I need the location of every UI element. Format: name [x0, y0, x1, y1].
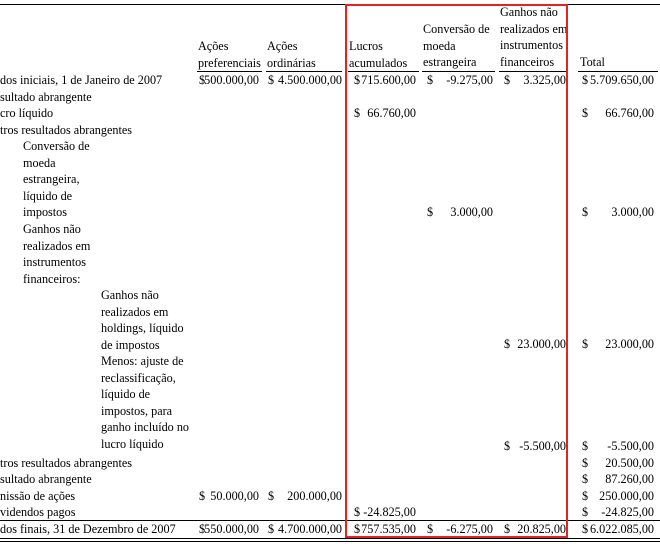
- highlight-box: [345, 4, 568, 538]
- cell-opening-retained: 715.600,00: [361, 73, 416, 87]
- row-label-oci: tros resultados abrangentes: [0, 123, 132, 137]
- fx-label-line2: moeda: [23, 155, 56, 170]
- row-label-unrealized: [23, 221, 90, 287]
- cell-fx-conversion-total: 3.000,00: [611, 205, 654, 219]
- gains-label-line2: realizados em: [101, 304, 169, 319]
- currency-sign: $: [427, 205, 434, 219]
- currency-sign: $: [582, 505, 589, 519]
- currency-sign: $: [199, 73, 206, 87]
- header-common-line1: Ações: [267, 39, 298, 53]
- gains-label-line4: de impostos: [101, 337, 160, 352]
- currency-sign: $: [504, 522, 511, 536]
- row-label-reclassification: [101, 353, 189, 452]
- currency-sign: $: [582, 472, 589, 486]
- currency-sign: $: [582, 439, 589, 453]
- cell-gains-unrealized: 23.000,00: [517, 337, 566, 351]
- reclass-label-line1: Menos: ajuste de: [101, 354, 184, 368]
- header-fx-line3: estrangeira: [423, 55, 477, 69]
- currency-sign: $: [268, 522, 275, 536]
- currency-sign: $: [582, 337, 589, 351]
- currency-sign: $: [354, 522, 361, 536]
- row-label-net-income: cro líquido: [0, 106, 54, 120]
- cell-reclass-unrealized: -5.500,00: [519, 439, 566, 453]
- currency-sign: $: [427, 522, 434, 536]
- unreal-label-line4: financeiros:: [23, 271, 81, 286]
- cell-closing-retained: 757.535,00: [361, 522, 416, 536]
- cell-closing-preferred: 550.000,00: [204, 522, 259, 536]
- header-preferred: [198, 38, 261, 71]
- gains-label-line3: holdings, líquido: [101, 321, 184, 335]
- row-label-oci-total: tros resultados abrangentes: [0, 456, 132, 470]
- unreal-label-line2: realizados em: [23, 238, 91, 253]
- row-label-issuance: nissão de ações: [0, 489, 76, 503]
- currency-sign: $: [354, 106, 361, 120]
- header-preferred-line2: preferenciais: [198, 55, 261, 70]
- header-fx-line2: moeda: [423, 38, 456, 53]
- currency-sign: $: [582, 522, 589, 536]
- currency-sign: $: [354, 73, 361, 87]
- header-preferred-line1: Ações: [198, 39, 229, 53]
- cell-comp-total: 87.260,00: [605, 472, 654, 486]
- header-total: [580, 54, 605, 71]
- currency-sign: $: [582, 456, 589, 470]
- currency-sign: $: [582, 106, 589, 120]
- row-label-opening: dos iniciais, 1 de Janeiro de 2007: [0, 73, 163, 87]
- currency-sign: $: [268, 73, 275, 87]
- cell-dividends-retained: -24.825,00: [363, 505, 416, 519]
- cell-fx-conversion-fx: 3.000,00: [450, 205, 493, 219]
- fx-label-line5: impostos: [23, 205, 68, 219]
- currency-sign: $: [268, 489, 275, 503]
- reclass-label-line3: líquido de: [101, 387, 151, 401]
- row-label-fx-conversion: [23, 138, 90, 221]
- header-unrealized-line4: financeiros: [500, 54, 555, 69]
- header-retained-line1: Lucros: [349, 39, 383, 53]
- cell-net-income-retained: 66.760,00: [367, 106, 416, 120]
- cell-closing-total: 6.022.085,00: [590, 522, 654, 536]
- row-label-closing: dos finais, 31 de Dezembro de 2007: [0, 522, 176, 536]
- row-label-gains: [101, 287, 184, 353]
- header-total-line1: Total: [580, 55, 605, 69]
- cell-opening-unrealized: 3.325,00: [523, 73, 566, 87]
- header-fx-line1: Conversão de: [423, 22, 490, 36]
- cell-oci-total: 20.500,00: [605, 456, 654, 470]
- currency-sign: $: [504, 73, 511, 87]
- cell-issuance-preferred: 50.000,00: [210, 489, 259, 503]
- row-label-comprehensive: sultado abrangente: [0, 90, 92, 104]
- reclass-label-line2: reclassificação,: [101, 370, 176, 385]
- reclass-label-line5: ganho incluído no: [101, 420, 190, 434]
- currency-sign: $: [582, 205, 589, 219]
- fx-label-line1: Conversão de: [23, 139, 90, 153]
- currency-sign: $: [504, 439, 511, 453]
- cell-issuance-total: 250.000,00: [599, 489, 654, 503]
- cell-dividends-total: -24.825,00: [601, 505, 654, 519]
- currency-sign: $: [504, 337, 511, 351]
- cell-closing-unrealized: 20.825,00: [517, 522, 566, 536]
- reclass-label-line6: lucro líquido: [101, 436, 164, 451]
- unreal-label-line1: Ganhos não: [23, 222, 81, 236]
- cell-opening-fx: -9.275,00: [446, 73, 493, 87]
- cell-opening-preferred: 500.000,00: [204, 73, 259, 87]
- currency-sign: $: [582, 489, 589, 503]
- reclass-label-line4: impostos, para: [101, 403, 173, 418]
- currency-sign: $: [199, 489, 206, 503]
- currency-sign: $: [582, 73, 589, 87]
- header-retained-line2: acumulados: [349, 55, 408, 70]
- row-label-comp-total: sultado abrangente: [0, 472, 92, 486]
- row-label-dividends: videndos pagos: [0, 505, 76, 519]
- cell-issuance-common: 200.000,00: [287, 489, 342, 503]
- cell-gains-total: 23.000,00: [605, 337, 654, 351]
- currency-sign: $: [427, 73, 434, 87]
- currency-sign: $: [354, 505, 361, 519]
- unreal-label-line3: instrumentos: [23, 255, 86, 269]
- cell-opening-common: 4.500.000,00: [278, 73, 342, 87]
- header-common-line2: ordinárias: [267, 55, 316, 70]
- gains-label-line1: Ganhos não: [101, 288, 159, 302]
- cell-net-income-total: 66.760,00: [605, 106, 654, 120]
- header-unrealized-line3: instrumentos: [500, 38, 563, 52]
- header-unrealized-line1: Ganhos não: [500, 5, 558, 19]
- closing-double-rule: [0, 541, 660, 542]
- cell-opening-total: 5.709.650,00: [590, 73, 654, 87]
- header-common: [267, 38, 316, 71]
- header-unrealized-line2: realizados em: [500, 21, 568, 36]
- cell-reclass-total: -5.500,00: [607, 439, 654, 453]
- currency-sign: $: [199, 522, 206, 536]
- fx-label-line3: estrangeira,: [23, 172, 80, 186]
- cell-closing-fx: -6.275,00: [446, 522, 493, 536]
- closing-double-rule: [0, 538, 660, 539]
- cell-closing-common: 4.700.000,00: [278, 522, 342, 536]
- fx-label-line4: líquido de: [23, 188, 73, 203]
